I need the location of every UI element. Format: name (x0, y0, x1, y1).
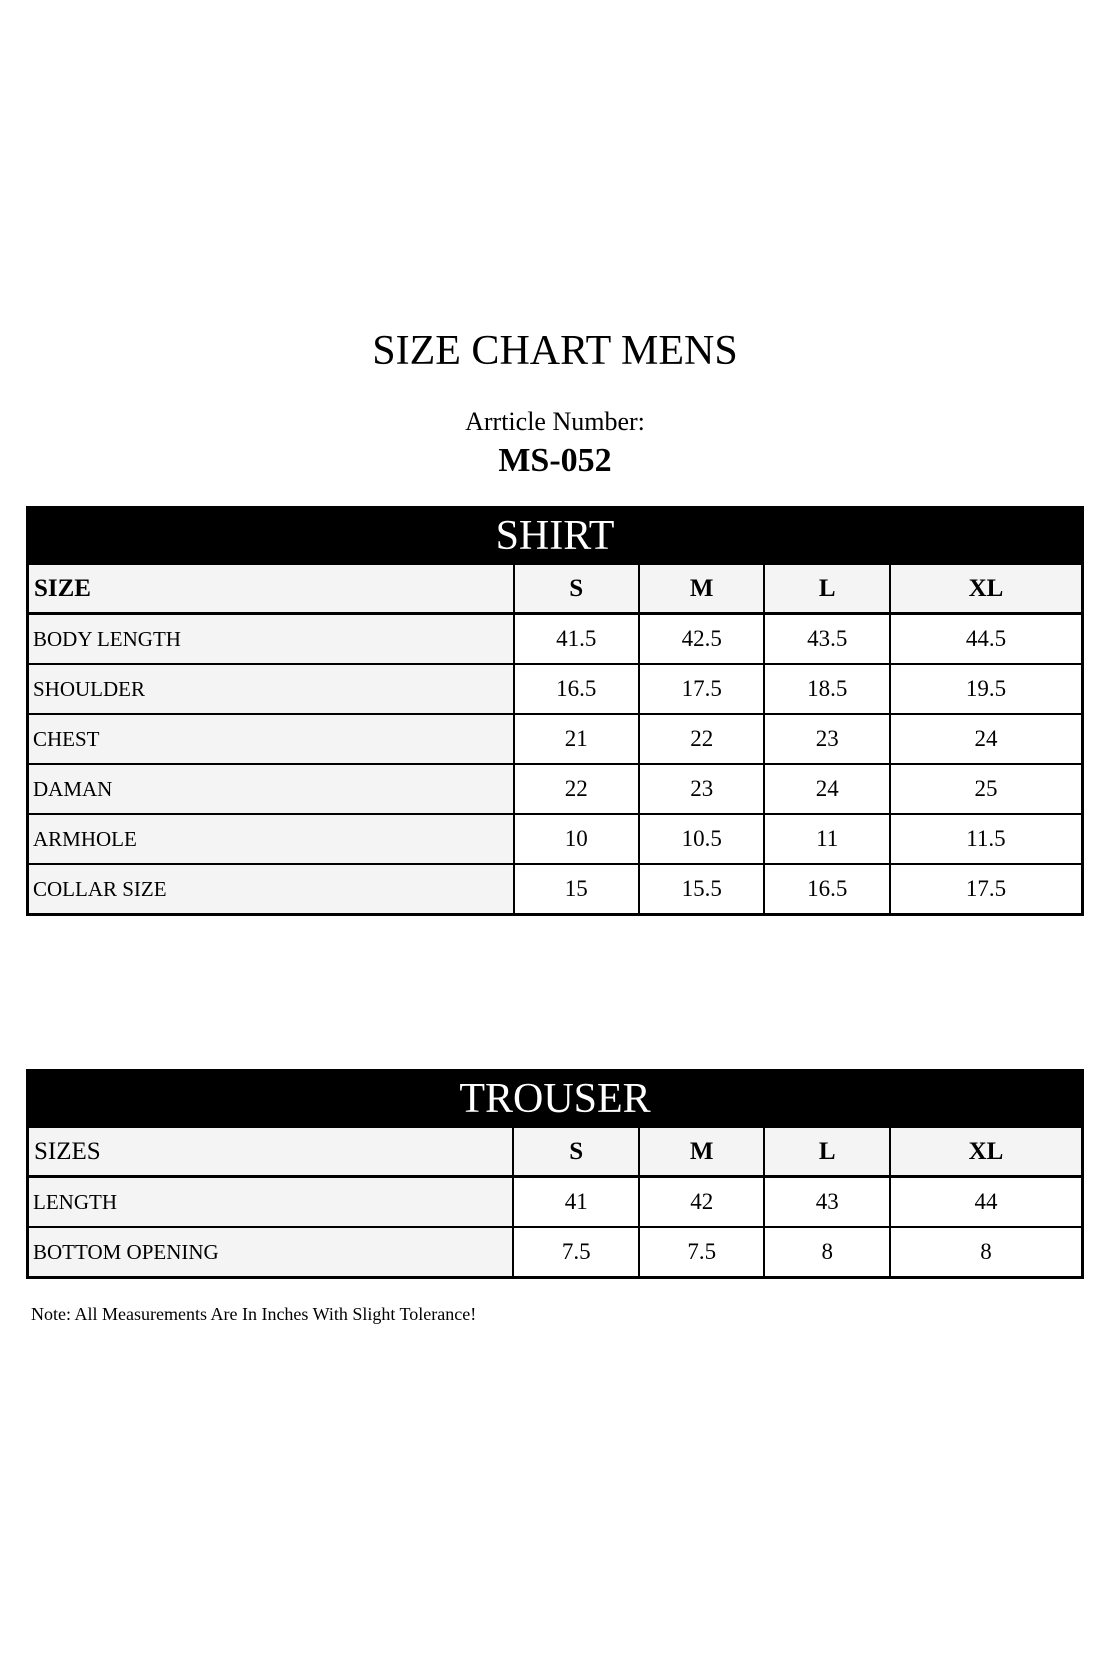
table-cell: 21 (514, 714, 639, 764)
shirt-corner-label: SIZE (28, 564, 514, 614)
shirt-col-m: M (639, 564, 764, 614)
table-cell: 19.5 (890, 664, 1083, 714)
shirt-col-l: L (764, 564, 889, 614)
table-cell: 7.5 (513, 1227, 638, 1278)
trouser-col-xl: XL (890, 1127, 1083, 1177)
shirt-size-table (26, 506, 1084, 916)
table-cell: 15 (514, 864, 639, 915)
page-title: SIZE CHART MENS (372, 328, 738, 374)
trouser-col-l: L (764, 1127, 889, 1177)
table-row (28, 1227, 1083, 1278)
shirt-col-xl: XL (890, 564, 1083, 614)
table-row (28, 764, 1083, 814)
table-cell: 22 (514, 764, 639, 814)
table-cell: 8 (764, 1227, 889, 1278)
table-cell: 17.5 (639, 664, 764, 714)
trouser-band-title: TROUSER (28, 1071, 1083, 1128)
measurement-note: Note: All Measurements Are In Inches With Slight Tolerance! (31, 1304, 477, 1324)
trouser-corner-label: SIZES (28, 1127, 514, 1177)
shirt-header-row (28, 564, 1083, 614)
table-cell: 22 (639, 714, 764, 764)
table-cell: 44 (890, 1177, 1083, 1228)
trouser-col-m: M (639, 1127, 764, 1177)
table-cell: 7.5 (639, 1227, 764, 1278)
table-cell: 43.5 (764, 614, 889, 665)
table-cell: 8 (890, 1227, 1083, 1278)
table-cell: 11.5 (890, 814, 1083, 864)
table-cell: 41.5 (514, 614, 639, 665)
table-cell: 17.5 (890, 864, 1083, 915)
table-cell: 18.5 (764, 664, 889, 714)
row-label: COLLAR SIZE (28, 864, 514, 915)
table-cell: 23 (764, 714, 889, 764)
trouser-header-row (28, 1127, 1083, 1177)
table-cell: 42.5 (639, 614, 764, 665)
table-cell: 16.5 (514, 664, 639, 714)
shirt-col-s: S (514, 564, 639, 614)
table-row (28, 664, 1083, 714)
row-label: ARMHOLE (28, 814, 514, 864)
table-cell: 16.5 (764, 864, 889, 915)
table-cell: 44.5 (890, 614, 1083, 665)
table-row (28, 814, 1083, 864)
trouser-col-s: S (513, 1127, 638, 1177)
article-number-value: MS-052 (498, 442, 612, 479)
trouser-size-table (26, 1069, 1084, 1279)
trouser-band-row (28, 1071, 1083, 1128)
table-cell: 23 (639, 764, 764, 814)
shirt-band-title: SHIRT (28, 508, 1083, 565)
table-cell: 24 (890, 714, 1083, 764)
table-row (28, 614, 1083, 665)
table-cell: 43 (764, 1177, 889, 1228)
table-row (28, 714, 1083, 764)
table-cell: 25 (890, 764, 1083, 814)
table-cell: 41 (513, 1177, 638, 1228)
table-row (28, 864, 1083, 915)
article-number-label: Arrticle Number: (465, 407, 645, 436)
row-label: DAMAN (28, 764, 514, 814)
table-cell: 42 (639, 1177, 764, 1228)
table-cell: 24 (764, 764, 889, 814)
table-cell: 11 (764, 814, 889, 864)
table-cell: 10 (514, 814, 639, 864)
row-label: SHOULDER (28, 664, 514, 714)
shirt-band-row (28, 508, 1083, 565)
table-cell: 10.5 (639, 814, 764, 864)
row-label: BODY LENGTH (28, 614, 514, 665)
row-label: LENGTH (28, 1177, 514, 1228)
table-row (28, 1177, 1083, 1228)
table-cell: 15.5 (639, 864, 764, 915)
row-label: BOTTOM OPENING (28, 1227, 514, 1278)
row-label: CHEST (28, 714, 514, 764)
